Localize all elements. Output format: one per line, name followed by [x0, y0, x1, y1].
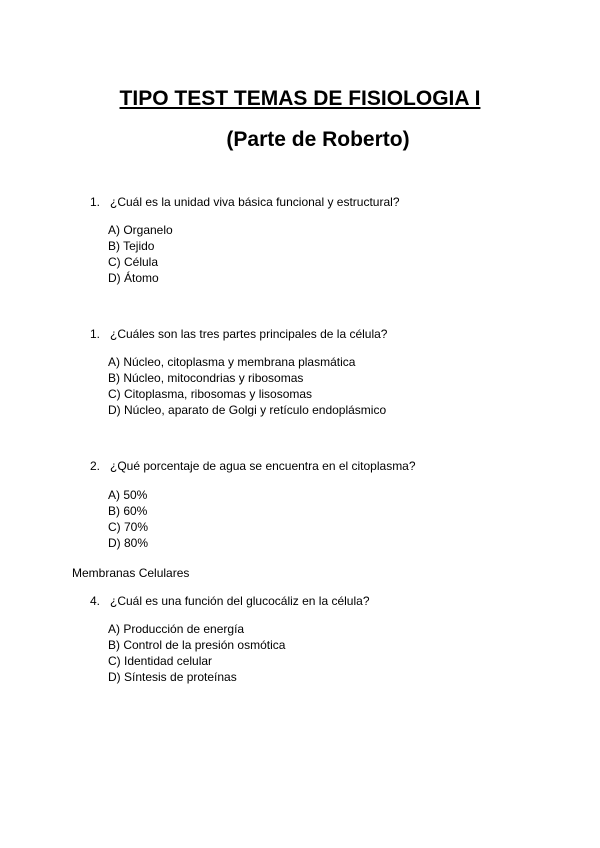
- question-number: 4.: [90, 594, 101, 608]
- question-3-options: [108, 487, 148, 551]
- option-b: B) Núcleo, mitocondrias y ribosomas: [108, 371, 304, 385]
- question-1: [90, 195, 400, 210]
- option-c: C) Citoplasma, ribosomas y lisosomas: [108, 387, 313, 401]
- option-a: A) Organelo: [108, 223, 173, 237]
- question-number: 1.: [90, 327, 101, 341]
- option-a: A) Núcleo, citoplasma y membrana plasmática: [108, 355, 356, 369]
- question-text: ¿Cuál es una función del glucocáliz en la célula?: [110, 594, 370, 608]
- section-label-membranas: Membranas Celulares: [72, 566, 190, 580]
- option-c: C) Célula: [108, 255, 159, 269]
- question-4: [90, 594, 370, 609]
- option-a: A) Producción de energía: [108, 622, 245, 636]
- option-c: C) 70%: [108, 520, 149, 534]
- question-2: [90, 327, 387, 342]
- question-1-options: [108, 222, 173, 286]
- question-number: 2.: [90, 459, 101, 473]
- document-title: [0, 86, 600, 112]
- option-d: D) Síntesis de proteínas: [108, 670, 237, 684]
- document-title-text: TIPO TEST TEMAS DE FISIOLOGIA I: [119, 87, 481, 110]
- option-d: D) Núcleo, aparato de Golgi y retículo endoplásmico: [108, 403, 387, 417]
- option-d: D) 80%: [108, 536, 149, 550]
- question-text: ¿Qué porcentaje de agua se encuentra en el citoplasma?: [110, 459, 416, 473]
- option-d: D) Átomo: [108, 271, 159, 285]
- document-subtitle: (Parte de Roberto): [226, 128, 410, 151]
- question-2-options: [108, 354, 386, 418]
- question-text: ¿Cuáles son las tres partes principales de la célula?: [110, 327, 388, 341]
- option-c: C) Identidad celular: [108, 654, 213, 668]
- option-b: B) 60%: [108, 504, 148, 518]
- question-number: 1.: [90, 195, 101, 209]
- option-b: B) Tejido: [108, 239, 155, 253]
- question-text: ¿Cuál es la unidad viva básica funcional y estructural?: [110, 195, 400, 209]
- option-b: B) Control de la presión osmótica: [108, 638, 286, 652]
- question-3: [90, 459, 416, 474]
- question-4-options: [108, 621, 285, 685]
- option-a: A) 50%: [108, 488, 148, 502]
